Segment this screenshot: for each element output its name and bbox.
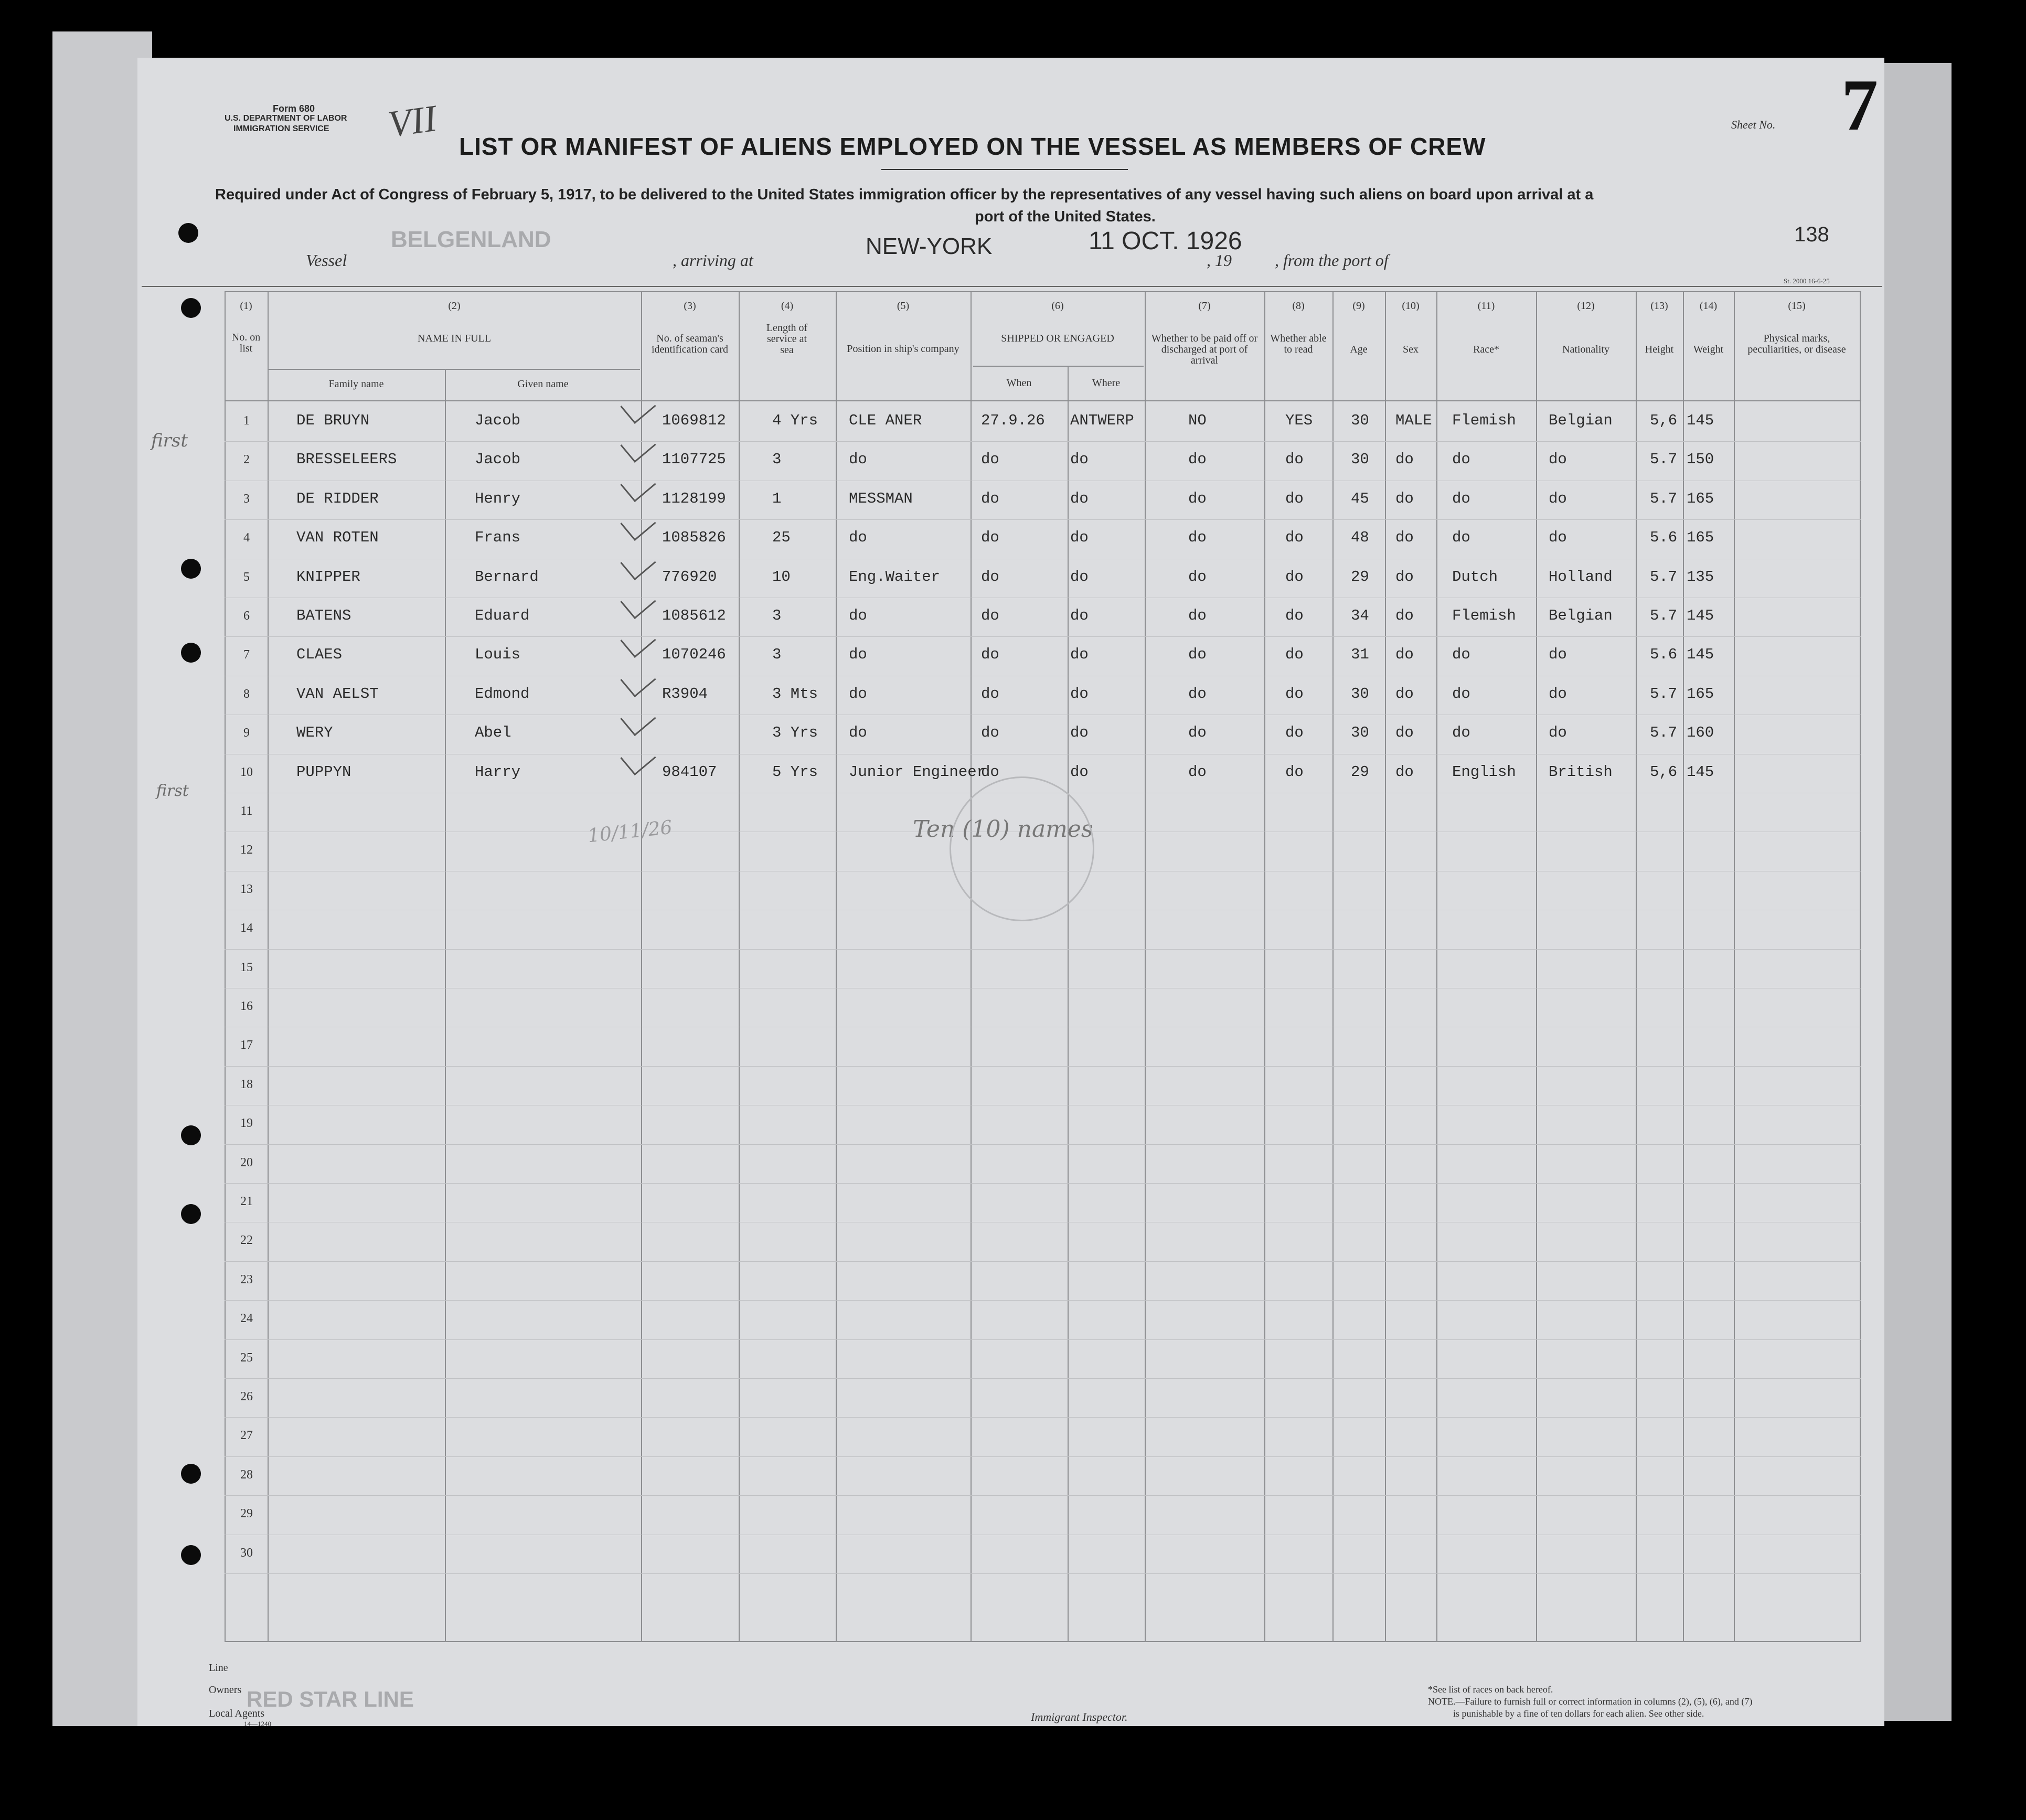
cell-height: 5.6 (1650, 646, 1678, 664)
col8-number: (8) (1292, 300, 1305, 312)
col-divider (445, 369, 446, 1641)
row-number: 11 (240, 804, 253, 818)
cell-paid: do (1188, 763, 1207, 781)
col-divider (1385, 291, 1386, 1641)
arriving-label: , arriving at (673, 251, 753, 270)
cell-weight: 150 (1687, 451, 1714, 469)
cell-paid: do (1188, 489, 1207, 507)
cell-position: Eng.Waiter (849, 568, 941, 586)
row-number: 20 (240, 1155, 253, 1169)
table-header-bottom (225, 400, 1861, 401)
local-agents-label: Local Agents (209, 1708, 265, 1719)
row-rule (225, 1339, 1861, 1340)
col6b-header: Where (1092, 377, 1121, 389)
col-divider (739, 291, 740, 1641)
cell-service: 3 (772, 607, 782, 624)
col14-header: Weight (1693, 344, 1724, 355)
cell-family: PUPPYN (296, 763, 351, 781)
row-number: 25 (240, 1350, 253, 1365)
cell-weight: 145 (1687, 607, 1714, 624)
row-rule (225, 1495, 1861, 1496)
owners-value: RED STAR LINE (247, 1687, 414, 1711)
cell-service: 3 Yrs (772, 724, 818, 742)
cell-age: 48 (1351, 529, 1369, 547)
cell-paid: NO (1188, 412, 1207, 429)
row-number: 1 (243, 414, 250, 428)
row-number: 16 (240, 999, 253, 1013)
cell-read: do (1285, 451, 1304, 469)
binder-hole (181, 559, 201, 579)
cell-weight: 165 (1687, 489, 1714, 507)
cell-read: do (1285, 607, 1304, 624)
row-rule (225, 1573, 1861, 1574)
cell-where: do (1070, 489, 1089, 507)
cell-nationality: do (1549, 724, 1567, 742)
col-divider (1264, 291, 1265, 1641)
cell-race: Flemish (1452, 412, 1516, 429)
cell-family: DE BRUYN (296, 412, 370, 429)
cell-where: do (1070, 763, 1089, 781)
row-number: 17 (240, 1038, 253, 1052)
cell-position: do (849, 724, 867, 742)
print-code: St. 2000 16-6-25 (1784, 277, 1830, 285)
row-number: 28 (240, 1467, 253, 1482)
col3-number: (3) (684, 300, 696, 312)
year-label: , 19 (1207, 251, 1232, 270)
col3-header: No. of seaman's identification card (651, 333, 729, 355)
row-number: 2 (243, 453, 250, 467)
cell-race: Dutch (1452, 568, 1498, 586)
cell-family: VAN AELST (296, 685, 379, 703)
cell-read: do (1285, 724, 1304, 742)
cell-read: do (1285, 529, 1304, 547)
col-divider (1636, 291, 1637, 1641)
cell-family: WERY (296, 724, 333, 742)
shipped-subheader-rule (973, 366, 1144, 367)
col2-header: NAME IN FULL (418, 333, 491, 344)
cell-read: do (1285, 763, 1304, 781)
footnote-fine-1: NOTE.—Failure to furnish full or correct information in columns (2), (5), (6), and (7) (1428, 1696, 1753, 1707)
row-number: 24 (240, 1312, 253, 1326)
row-number: 23 (240, 1272, 253, 1286)
vessel-name: BELGENLAND (391, 227, 551, 252)
cell-height: 5.7 (1650, 451, 1678, 469)
cell-where: do (1070, 646, 1089, 664)
form-number: Form 680 (273, 103, 315, 114)
row-rule (225, 636, 1861, 637)
date-stamp: 11 OCT. 1926 (1089, 227, 1242, 255)
cell-position: do (849, 607, 867, 624)
cell-when: do (981, 724, 999, 742)
col2-number: (2) (448, 300, 461, 312)
cell-when: do (981, 685, 999, 703)
cell-age: 30 (1351, 724, 1369, 742)
name-subheader-rule (269, 369, 640, 370)
cell-race: do (1452, 529, 1470, 547)
cell-service: 4 Yrs (772, 412, 818, 429)
vessel-label: Vessel (306, 251, 347, 270)
title-rule (881, 169, 1128, 170)
cell-age: 29 (1351, 568, 1369, 586)
cell-sex: do (1395, 489, 1414, 507)
cell-paid: do (1188, 529, 1207, 547)
cell-position: do (849, 646, 867, 664)
cell-position: Junior Engineer (849, 763, 986, 781)
cell-paid: do (1188, 646, 1207, 664)
cell-sex: do (1395, 646, 1414, 664)
row-number: 6 (243, 609, 250, 623)
col2b-header: Given name (517, 378, 569, 390)
row-rule (225, 1456, 1861, 1457)
cell-race: do (1452, 489, 1470, 507)
col14-number: (14) (1699, 300, 1718, 312)
cell-nationality: Belgian (1549, 607, 1613, 624)
margin-note-row10: first (156, 782, 189, 800)
row-number: 10 (240, 765, 253, 779)
cell-where: do (1070, 685, 1089, 703)
cell-where: do (1070, 529, 1089, 547)
cell-nationality: Holland (1549, 568, 1613, 586)
row-number: 15 (240, 960, 253, 974)
col4-header: Length of service at sea (766, 322, 808, 356)
row-number: 27 (240, 1429, 253, 1443)
service-label: IMMIGRATION SERVICE (233, 124, 329, 133)
cell-when: do (981, 568, 999, 586)
cell-family: DE RIDDER (296, 489, 379, 507)
subtitle-line1: Required under Act of Congress of February 5, 1917, to be delivered to the United States immigration officer by the representatives of any vessel having such aliens on board upon arrival at a (215, 186, 1594, 203)
cell-service: 10 (772, 568, 791, 586)
cell-nationality: do (1549, 646, 1567, 664)
col12-header: Nationality (1562, 344, 1609, 355)
col-divider (971, 291, 972, 1641)
cell-read: YES (1285, 412, 1313, 429)
cell-card: 1085826 (662, 529, 726, 547)
row-rule (225, 1300, 1861, 1301)
col5-header: Position in ship's company (847, 343, 959, 355)
subtitle-line2: port of the United States. (975, 208, 1156, 225)
cell-given: Jacob (475, 412, 521, 429)
col9-number: (9) (1352, 300, 1365, 312)
col-divider (1068, 366, 1069, 1641)
cell-sex: MALE (1395, 412, 1432, 429)
col-divider (1860, 291, 1861, 1641)
col15-number: (15) (1788, 300, 1806, 312)
sheet-number: 7 (1841, 65, 1878, 146)
col6a-header: When (1006, 377, 1032, 389)
cell-paid: do (1188, 568, 1207, 586)
cell-where: do (1070, 568, 1089, 586)
col10-header: Sex (1403, 344, 1419, 355)
cell-nationality: do (1549, 529, 1567, 547)
cell-height: 5.6 (1650, 529, 1678, 547)
from-port-label: , from the port of (1275, 251, 1389, 270)
row-number: 3 (243, 492, 250, 506)
cell-height: 5.7 (1650, 607, 1678, 624)
cell-weight: 145 (1687, 412, 1714, 429)
cell-where: do (1070, 724, 1089, 742)
department-label: U.S. DEPARTMENT OF LABOR (225, 114, 347, 123)
col10-number: (10) (1402, 300, 1420, 312)
binder-hole (181, 1545, 201, 1565)
cell-family: CLAES (296, 646, 343, 664)
cell-service: 3 (772, 451, 782, 469)
cell-read: do (1285, 489, 1304, 507)
stamp-number: 138 (1794, 223, 1829, 246)
inspection-seal (950, 776, 1094, 921)
date-note: 10/11/26 (587, 816, 674, 847)
cell-weight: 135 (1687, 568, 1714, 586)
cell-height: 5,6 (1650, 763, 1678, 781)
cell-card: R3904 (662, 685, 708, 703)
cell-given: Jacob (475, 451, 521, 469)
cell-race: English (1452, 763, 1516, 781)
cell-height: 5.7 (1650, 724, 1678, 742)
table-top-rule (142, 286, 1882, 287)
cell-given: Bernard (475, 568, 539, 586)
cell-nationality: British (1549, 763, 1613, 781)
cell-weight: 145 (1687, 763, 1714, 781)
cell-family: KNIPPER (296, 568, 360, 586)
cell-paid: do (1188, 607, 1207, 624)
row-rule (225, 519, 1861, 520)
binder-hole (181, 1125, 201, 1145)
cell-paid: do (1188, 724, 1207, 742)
cell-position: do (849, 529, 867, 547)
col-divider (225, 291, 226, 1641)
cell-weight: 160 (1687, 724, 1714, 742)
col-divider (1145, 291, 1146, 1641)
col2a-header: Family name (328, 378, 384, 390)
cell-position: CLE ANER (849, 412, 922, 429)
cell-when: do (981, 763, 999, 781)
cell-race: Flemish (1452, 607, 1516, 624)
agents-code: 14—1240 (244, 1720, 271, 1728)
cell-sex: do (1395, 763, 1414, 781)
cell-weight: 145 (1687, 646, 1714, 664)
line-label: Line (209, 1662, 228, 1674)
sheet-label: Sheet No. (1731, 118, 1776, 131)
arriving-port: NEW-YORK (866, 233, 993, 259)
cell-card: 1128199 (662, 489, 726, 507)
cell-paid: do (1188, 451, 1207, 469)
col-divider (1332, 291, 1334, 1641)
col6-number: (6) (1051, 300, 1064, 312)
col-divider (1683, 291, 1684, 1641)
cell-height: 5.7 (1650, 685, 1678, 703)
row-rule (225, 1378, 1861, 1379)
col13-header: Height (1645, 344, 1674, 355)
cell-when: 27.9.26 (981, 412, 1045, 429)
col6-header: SHIPPED OR ENGAGED (1001, 333, 1114, 344)
row-number: 8 (243, 687, 250, 701)
cell-age: 30 (1351, 685, 1369, 703)
binder-hole (178, 223, 198, 243)
cell-nationality: do (1549, 489, 1567, 507)
cell-service: 5 Yrs (772, 763, 818, 781)
margin-note-row1: first (151, 430, 188, 451)
col11-header: Race* (1473, 344, 1499, 355)
row-number: 14 (240, 921, 253, 935)
col15-header: Physical marks, peculiarities, or disease (1747, 333, 1846, 355)
cell-where: ANTWERP (1070, 412, 1134, 429)
cell-when: do (981, 529, 999, 547)
row-number: 12 (240, 843, 253, 857)
row-number: 18 (240, 1077, 253, 1091)
cell-race: do (1452, 685, 1470, 703)
cell-sex: do (1395, 451, 1414, 469)
cell-position: MESSMAN (849, 489, 913, 507)
cell-sex: do (1395, 529, 1414, 547)
cell-given: Henry (475, 489, 521, 507)
cell-service: 3 Mts (772, 685, 818, 703)
row-rule (225, 1183, 1861, 1184)
footnote-fine-2: is punishable by a fine of ten dollars for each alien. See other side. (1453, 1708, 1704, 1719)
cell-given: Abel (475, 724, 511, 742)
cell-age: 30 (1351, 412, 1369, 429)
col8-header: Whether able to read (1270, 333, 1327, 355)
cell-when: do (981, 607, 999, 624)
col11-number: (11) (1477, 300, 1495, 312)
row-number: 21 (240, 1195, 253, 1208)
inspector-label: Immigrant Inspector. (1031, 1710, 1128, 1723)
cell-given: Eduard (475, 607, 530, 624)
row-rule (225, 1417, 1861, 1418)
col9-header: Age (1350, 344, 1368, 355)
row-number: 30 (240, 1546, 253, 1560)
row-number: 13 (240, 882, 253, 896)
cell-card: 984107 (662, 763, 717, 781)
cell-race: do (1452, 724, 1470, 742)
col-divider (1734, 291, 1735, 1641)
cell-family: BRESSELEERS (296, 451, 397, 469)
col-divider (268, 291, 269, 1641)
cell-age: 45 (1351, 489, 1369, 507)
cell-height: 5,6 (1650, 412, 1678, 429)
cell-age: 31 (1351, 646, 1369, 664)
roman-mark: VII (385, 97, 439, 146)
cell-weight: 165 (1687, 529, 1714, 547)
table-bottom (225, 1641, 1861, 1642)
row-rule (225, 949, 1861, 950)
cell-when: do (981, 489, 999, 507)
cell-age: 29 (1351, 763, 1369, 781)
row-rule (225, 1144, 1861, 1145)
cell-nationality: do (1549, 451, 1567, 469)
cell-given: Louis (475, 646, 521, 664)
cell-family: VAN ROTEN (296, 529, 379, 547)
cell-when: do (981, 451, 999, 469)
cell-service: 1 (772, 489, 782, 507)
col1-number: (1) (240, 300, 252, 312)
cell-height: 5.7 (1650, 489, 1678, 507)
cell-nationality: Belgian (1549, 412, 1613, 429)
col7-number: (7) (1198, 300, 1211, 312)
cell-nationality: do (1549, 685, 1567, 703)
count-note: Ten (10) names (913, 816, 1093, 843)
row-number: 19 (240, 1116, 253, 1131)
cell-where: do (1070, 607, 1089, 624)
cell-card: 776920 (662, 568, 717, 586)
col7-header: Whether to be paid off or discharged at port of arrival (1151, 333, 1258, 366)
cell-race: do (1452, 451, 1470, 469)
owners-label: Owners (209, 1684, 242, 1696)
cell-where: do (1070, 451, 1089, 469)
cell-height: 5.7 (1650, 568, 1678, 586)
col-divider (836, 291, 837, 1641)
cell-weight: 165 (1687, 685, 1714, 703)
cell-position: do (849, 685, 867, 703)
cell-given: Frans (475, 529, 521, 547)
cell-age: 34 (1351, 607, 1369, 624)
row-number: 9 (243, 726, 250, 740)
col4-number: (4) (781, 300, 794, 312)
cell-card: 1069812 (662, 412, 726, 429)
row-number: 4 (243, 531, 250, 545)
binder-hole (181, 1204, 201, 1224)
cell-read: do (1285, 646, 1304, 664)
row-rule (225, 1066, 1861, 1067)
footnote-races: *See list of races on back hereof. (1428, 1684, 1553, 1695)
col-divider (1436, 291, 1437, 1641)
row-rule (225, 441, 1861, 442)
cell-sex: do (1395, 724, 1414, 742)
cell-read: do (1285, 685, 1304, 703)
cell-service: 25 (772, 529, 791, 547)
cell-when: do (981, 646, 999, 664)
cell-sex: do (1395, 685, 1414, 703)
cell-sex: do (1395, 607, 1414, 624)
col-divider (1536, 291, 1537, 1641)
row-number: 26 (240, 1390, 253, 1403)
binder-hole (181, 643, 201, 663)
cell-age: 30 (1351, 451, 1369, 469)
cell-position: do (849, 451, 867, 469)
cell-family: BATENS (296, 607, 351, 624)
row-number: 5 (243, 570, 250, 584)
binder-hole (181, 298, 201, 318)
row-number: 7 (243, 648, 250, 662)
col13-number: (13) (1650, 300, 1668, 312)
row-rule (225, 1261, 1861, 1262)
document-title: LIST OR MANIFEST OF ALIENS EMPLOYED ON THE VESSEL AS MEMBERS OF CREW (459, 133, 1486, 160)
cell-given: Edmond (475, 685, 530, 703)
cell-sex: do (1395, 568, 1414, 586)
cell-card: 1070246 (662, 646, 726, 664)
row-number: 29 (240, 1507, 253, 1521)
cell-service: 3 (772, 646, 782, 664)
cell-card: 1107725 (662, 451, 726, 469)
row-number: 22 (240, 1233, 253, 1248)
col1-header: No. on list (231, 332, 261, 354)
cell-read: do (1285, 568, 1304, 586)
cell-given: Harry (475, 763, 521, 781)
cell-race: do (1452, 646, 1470, 664)
table-header-top (225, 291, 1861, 292)
col12-number: (12) (1577, 300, 1595, 312)
cell-paid: do (1188, 685, 1207, 703)
binder-hole (181, 1464, 201, 1484)
cell-card: 1085612 (662, 607, 726, 624)
col5-number: (5) (897, 300, 910, 312)
